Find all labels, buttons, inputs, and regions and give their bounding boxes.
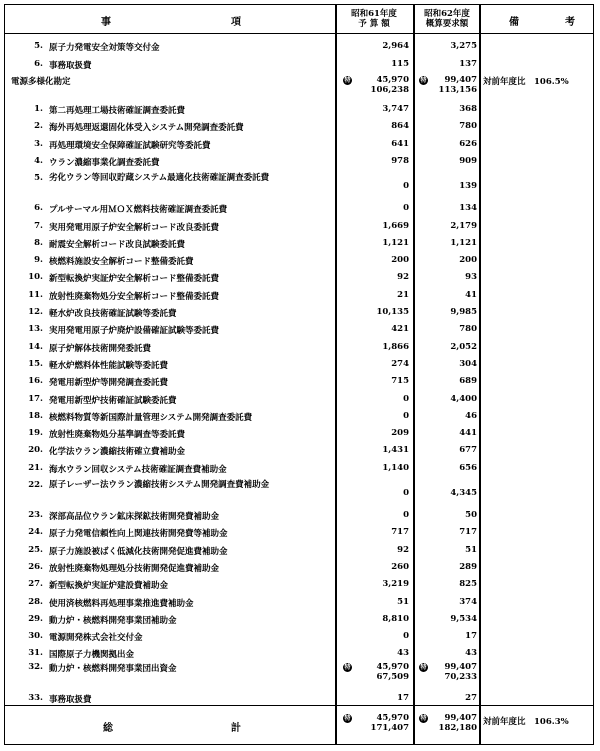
section-request-a: 99,407 (444, 75, 477, 85)
row-label: 国際原子力機関拠出金 (49, 650, 135, 661)
row-number: 10. (28, 272, 43, 283)
header-request-line1: 昭和62年度 (424, 9, 470, 19)
row-label: 実用発電用原子炉安全解析コード改良委託費 (49, 222, 220, 233)
header-budget-line1: 昭和61年度 (351, 9, 397, 19)
row-label: 新型転換炉実証炉建設費補助金 (49, 581, 169, 592)
special-mark-icon: 特 (420, 715, 427, 722)
total-row (5, 713, 593, 741)
row-label: 放射性廃棄物処分基準調査等委託費 (49, 430, 186, 441)
row-label: 海外再処理返還固化体受入システム開発調査委託費 (49, 123, 244, 134)
row-label: 発電用新型炉等開発調査委託費 (49, 378, 169, 389)
row-request: 50 (465, 510, 477, 520)
row-request: 51 (465, 544, 477, 555)
row-request: 780 (459, 121, 477, 132)
row-budget: 1,140 (382, 462, 409, 473)
row-request: 656 (459, 462, 477, 473)
row-request: 909 (459, 155, 477, 166)
header-budget-line2: 予 算 額 (358, 19, 390, 29)
row-request: 9,534 (450, 613, 477, 624)
row-request: 137 (459, 59, 477, 69)
row-number: 23. (28, 510, 43, 520)
row-budget: 3,219 (382, 579, 409, 590)
header-budget (337, 9, 411, 29)
row-label: プルサーマル用ＭＯＸ燃料技術確証調査委託費 (49, 205, 228, 216)
row-request: 289 (459, 561, 477, 572)
row-number: 22. (28, 480, 43, 490)
row-budget-b: 67,509 (376, 672, 409, 682)
row-budget: 0 (403, 181, 409, 192)
row-request: 4,345 (450, 488, 477, 498)
row-number: 29. (28, 613, 43, 624)
section-budget-b: 106,238 (370, 85, 409, 95)
row-label: 使用済核燃料再処理事業推進費補助金 (49, 598, 194, 609)
section-request-b: 113,156 (438, 85, 477, 95)
row-number: 26. (28, 561, 43, 572)
total-request (415, 713, 477, 733)
row-number: 13. (28, 324, 43, 335)
row-request: 677 (459, 445, 477, 456)
row-label: 動力炉・核燃料開発事業団出資金 (49, 664, 177, 674)
row-budget: 1,431 (382, 445, 409, 456)
row-number: 16. (28, 376, 43, 387)
row-budget: 200 (391, 255, 409, 266)
row-budget: 641 (391, 138, 409, 149)
row-budget: 43 (397, 648, 409, 659)
row-request: 2,179 (450, 220, 477, 231)
row-number: 15. (28, 358, 43, 369)
row-number: 30. (28, 631, 43, 642)
row-number: 27. (28, 579, 43, 590)
row-label: 放射性廃棄物処分安全解析コード整備委託費 (49, 291, 220, 302)
budget-table (4, 4, 594, 745)
row-budget: 209 (391, 428, 409, 439)
row-label: ウラン濃縮事業化調査委託費 (49, 157, 160, 168)
row-budget: 92 (397, 544, 409, 555)
row-number: 5. (34, 41, 43, 51)
row-budget: 421 (391, 324, 409, 335)
header-item-char-2: 項 (231, 17, 241, 28)
row-label: 原子力施設被ばく低減化技術開発促進費補助金 (49, 546, 228, 557)
row-label: 軽水炉燃料体性能試験等委託費 (49, 360, 169, 371)
special-mark-icon: 特 (420, 77, 427, 84)
section-budget-a: 45,970 (376, 75, 409, 85)
row-budget: 715 (391, 376, 409, 387)
row-label: 耐震安全解析コード改良試験委託費 (49, 239, 186, 250)
row-request: 2,052 (450, 341, 477, 352)
header-divider (5, 33, 593, 34)
row-budget: 1,866 (382, 341, 409, 352)
row-request: 441 (459, 428, 477, 439)
special-mark-icon: 特 (420, 664, 427, 671)
row-number: 20. (28, 445, 43, 456)
special-mark-icon: 特 (344, 664, 351, 671)
row-budget: 3,747 (382, 104, 409, 114)
header-request (415, 9, 479, 29)
row-request: 139 (459, 181, 477, 192)
header-note-char-2: 考 (565, 17, 575, 28)
row-number: 28. (28, 596, 43, 607)
row-request: 17 (465, 631, 477, 642)
total-budget (337, 713, 409, 733)
row-label: 実用発電用原子炉廃炉設備確証試験等委託費 (49, 326, 220, 337)
row-number: 24. (28, 527, 43, 538)
row-request-a: 99,407 (444, 662, 477, 672)
row-label: 核燃料施設安全解析コード整備委託費 (49, 257, 194, 268)
row-label: 発電用新型炉技術確証試験委託費 (49, 395, 177, 406)
row-request: 626 (459, 138, 477, 149)
row-request: 200 (459, 255, 477, 266)
row-budget: 717 (391, 527, 409, 538)
section-budget (337, 75, 409, 95)
row-budget: 2,964 (382, 41, 409, 51)
row-budget: 1,121 (382, 237, 409, 248)
section-note: 対前年度比 106.5% (483, 77, 569, 87)
row-number: 19. (28, 428, 43, 439)
row-number: 6. (34, 203, 43, 214)
row-number: 7. (34, 220, 43, 231)
row-budget: 115 (391, 59, 409, 69)
row-number: 8. (34, 237, 43, 248)
total-budget-a: 45,970 (376, 713, 409, 723)
row-number: 4. (34, 155, 43, 166)
row-number: 31. (28, 648, 43, 659)
row-request: 825 (459, 579, 477, 590)
row-request: 1,121 (450, 237, 477, 248)
row-label: 核燃料物質等新国際計量管理システム開発調査委託費 (49, 412, 253, 423)
row-label: 事務取扱費 (49, 695, 92, 705)
total-label-char-1: 総 (103, 723, 113, 734)
section-request (415, 75, 477, 95)
row-request-b: 70,233 (444, 672, 477, 682)
row-budget: 8,810 (382, 613, 409, 624)
row-request: 3,275 (450, 41, 477, 51)
row-label: 原子レーザー法ウラン濃縮技術システム開発調査費補助金 (49, 480, 270, 490)
row-request: 689 (459, 376, 477, 387)
section-title: 電源多様化勘定 (11, 77, 71, 87)
row-budget (337, 662, 409, 682)
row-budget: 17 (397, 693, 409, 703)
row-budget-a: 45,970 (376, 662, 409, 672)
row-number: 11. (28, 289, 43, 300)
column-divider (479, 5, 481, 744)
row-label: 原子力発電安全対策等交付金 (49, 43, 160, 53)
row-label: 事務取扱費 (49, 61, 92, 71)
row-label: 深部高品位ウラン鉱床探鉱技術開発費補助金 (49, 512, 220, 522)
row-request: 46 (465, 410, 477, 421)
row-budget: 1,669 (382, 220, 409, 231)
row-number: 2. (34, 121, 43, 132)
row-request: 27 (465, 693, 477, 703)
row-budget: 274 (391, 358, 409, 369)
total-label-char-2: 計 (231, 723, 241, 734)
row-number: 9. (34, 255, 43, 266)
row-request: 93 (465, 272, 477, 283)
row-number: 6. (34, 59, 43, 69)
row-request: 368 (459, 104, 477, 114)
row-label: 第二再処理工場技術確証調査委託費 (49, 106, 186, 116)
row-request: 41 (465, 289, 477, 300)
row-request: 717 (459, 527, 477, 538)
row-number: 12. (28, 307, 43, 317)
row-label: 化学法ウラン濃縮技術確立費補助金 (49, 447, 186, 458)
row-number: 1. (34, 104, 43, 114)
row-budget: 92 (397, 272, 409, 283)
row-budget: 0 (403, 410, 409, 421)
row-number: 3. (34, 138, 43, 149)
row-label: 軽水炉改良技術確証試験等委託費 (49, 309, 177, 319)
special-mark-icon: 特 (344, 715, 351, 722)
row-budget: 0 (403, 393, 409, 404)
row-number: 18. (28, 410, 43, 421)
total-request-a: 99,407 (444, 713, 477, 723)
row-label: 原子力発電信頼性向上関連技術開発費等補助金 (49, 529, 228, 540)
row-number: 25. (28, 544, 43, 555)
row-budget: 0 (403, 510, 409, 520)
total-budget-b: 171,407 (370, 723, 409, 733)
row-label: 動力炉・核燃料開発事業団補助金 (49, 615, 177, 626)
row-budget: 0 (403, 203, 409, 214)
row-number: 32. (28, 662, 43, 672)
section-row (5, 75, 593, 101)
row-budget: 0 (403, 488, 409, 498)
row-request (415, 662, 477, 682)
header-item-char-1: 事 (101, 17, 111, 28)
row-budget: 10,135 (376, 307, 409, 317)
row-budget: 0 (403, 631, 409, 642)
row-number: 17. (28, 393, 43, 404)
row-label: 電源開発株式会社交付金 (49, 633, 143, 644)
row-request: 9,985 (450, 307, 477, 317)
row-budget: 978 (391, 155, 409, 166)
row-label: 新型転換炉実証炉安全解析コード整備委託費 (49, 274, 220, 285)
row-number: 5. (34, 173, 43, 184)
row-request: 780 (459, 324, 477, 335)
row-request: 304 (459, 358, 477, 369)
row-number: 33. (28, 693, 43, 703)
row-label: 放射性廃棄物処理処分技術開発促進費補助金 (49, 563, 220, 574)
row-label: 原子炉解体技術開発委託費 (49, 343, 152, 354)
row-request: 134 (459, 203, 477, 214)
row-request: 374 (459, 596, 477, 607)
row-budget: 51 (397, 596, 409, 607)
row-request: 43 (465, 648, 477, 659)
row-request: 4,400 (450, 393, 477, 404)
row-budget: 21 (397, 289, 409, 300)
row-budget: 260 (391, 561, 409, 572)
row-number: 14. (28, 341, 43, 352)
header-request-line2: 概算要求額 (425, 19, 469, 29)
row-label: 劣化ウラン等回収貯蔵システム最適化技術確証調査委託費 (49, 173, 270, 184)
total-request-b: 182,180 (438, 723, 477, 733)
row-label: 再処理環境安全保障確証試験研究等委託費 (49, 140, 211, 151)
row-budget: 864 (391, 121, 409, 132)
row-number: 21. (28, 462, 43, 473)
header-note-char-1: 備 (509, 17, 519, 28)
total-divider (5, 705, 593, 706)
total-note: 対前年度比 106.3% (483, 717, 569, 727)
row-label: 海水ウラン回収システム技術確証調査費補助金 (49, 464, 227, 475)
special-mark-icon: 特 (344, 77, 351, 84)
table-row (5, 662, 593, 688)
